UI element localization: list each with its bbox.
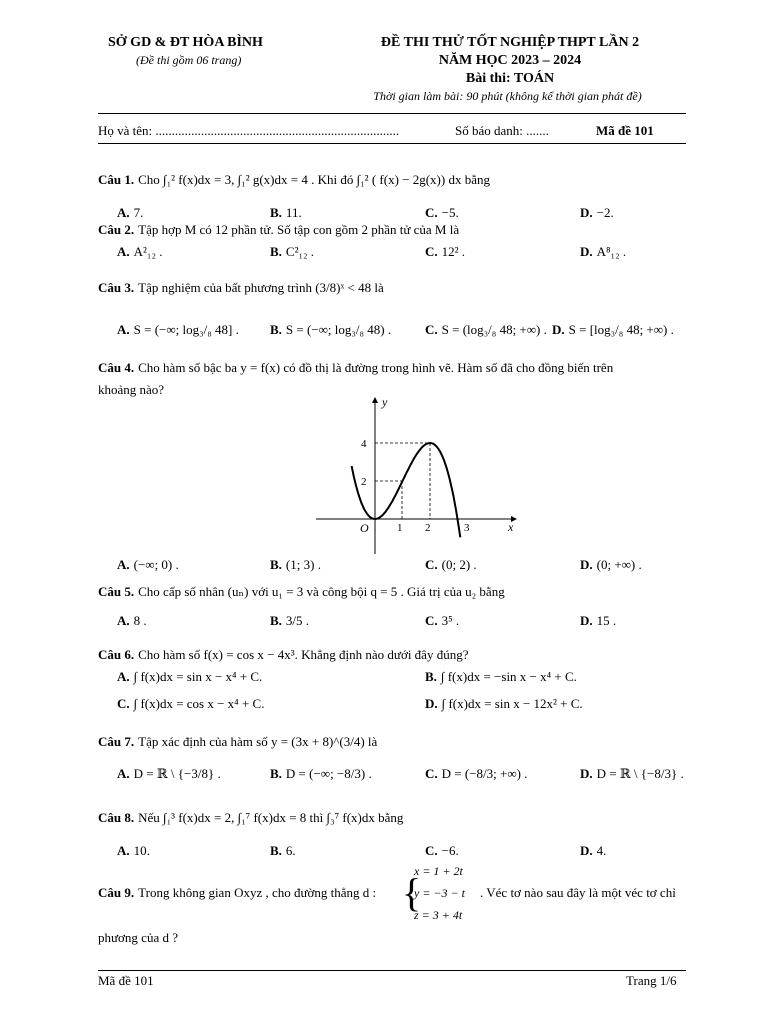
option-d: D. D = ℝ \ {−8/3} . [580, 766, 684, 781]
y-tick-4: 4 [361, 438, 367, 450]
system-line-1: x = 1 + 2t [414, 864, 463, 878]
question-text: Cho ∫₁² f(x)dx = 3, ∫₁² g(x)dx = 4 . Khi đó ∫₁² ( f(x) − 2g(x)) dx bằng [138, 172, 490, 187]
option-b: B. ∫ f(x)dx = −sin x − x⁴ + C. [425, 669, 577, 684]
exam-code: Mã đề 101 [596, 123, 654, 138]
option-b: B. D = (−∞; −8/3) . [270, 766, 372, 781]
pages-note: (Đề thi gồm 06 trang) [136, 53, 242, 67]
question-6: Câu 6. Cho hàm số f(x) = cos x − 4x³. Khẳng định nào dưới đây đúng? [98, 647, 469, 662]
option-c: C. D = (−8/3; +∞) . [425, 766, 528, 781]
option-c: C. 12² . [425, 244, 466, 259]
option-a: A. S = (−∞; log₃/₈ 48] . [117, 322, 239, 337]
question-9: Câu 9. Trong không gian Oxyz , cho đường thẳng d : [98, 885, 377, 900]
question-1 [98, 172, 490, 188]
question-4: Câu 4. Cho hàm số bậc ba y = f(x) có đồ thị là đường trong hình vẽ. Hàm số đã cho đồng biến trên [98, 360, 614, 375]
system-brace: { [402, 870, 422, 915]
option-c: C. ∫ f(x)dx = cos x − x⁴ + C. [117, 696, 265, 711]
y-axis-label: y [382, 395, 388, 409]
x-axis-label: x [508, 520, 514, 534]
option-c: C. (0; 2) . [425, 557, 477, 572]
footer-page-number: Trang 1/6 [626, 973, 677, 988]
question-3: Câu 3. Tập nghiệm của bất phương trình (3/8)ˣ < 48 là [98, 280, 384, 295]
question-label: Câu 1. [98, 172, 135, 187]
school-year: NĂM HỌC 2023 – 2024 [438, 53, 582, 68]
option-a: A. A²₁₂ . [117, 244, 163, 259]
option-a: A. 8 . [117, 613, 147, 628]
y-tick-2: 2 [361, 476, 367, 488]
question-4-continuation: khoảng nào? [98, 382, 165, 397]
option-d: D. 15 . [580, 613, 617, 628]
option-b: B. (1; 3) . [270, 557, 321, 572]
option-d: D. ∫ f(x)dx = sin x − 12x² + C. [425, 696, 583, 711]
department-name: SỞ GD & ĐT HÒA BÌNH [108, 35, 263, 50]
option-d: D. S = [log₃/₈ 48; +∞) . [552, 322, 674, 337]
system-line-3: z = 3 + 4t [414, 908, 463, 922]
x-tick-3: 3 [464, 522, 470, 534]
candidate-divider [98, 143, 686, 144]
candidate-name-field: Họ và tên: ........................................................................... [98, 123, 400, 138]
candidate-id-field: Số báo danh: ....... [455, 123, 549, 138]
system-line-2: y = −3 − t [414, 886, 465, 900]
option-a: A. 10. [117, 843, 150, 858]
option-b: B. C²₁₂ . [270, 244, 315, 259]
option-c: C. 3⁵ . [425, 613, 460, 628]
header-divider [98, 113, 686, 114]
question-2: Câu 2. Tập hợp M có 12 phần tử. Số tập con gồm 2 phần tử của M là [98, 222, 460, 237]
time-note: Thời gian làm bài: 90 phút (không kể thời gian phát đề) [373, 89, 642, 103]
question-9-continuation: . Véc tơ nào sau đây là một véc tơ chỉ [480, 885, 676, 900]
option-b: B. 11. [270, 205, 302, 220]
option-a: A. D = ℝ \ {−3/8} . [117, 766, 221, 781]
option-a: A. (−∞; 0) . [117, 557, 179, 572]
option-b: B. 3/5 . [270, 613, 310, 628]
option-c: C. −6. [425, 843, 459, 858]
option-d: D. 4. [580, 843, 607, 858]
question-9-line-2: phương của d ? [98, 930, 178, 945]
option-c: C. −5. [425, 205, 459, 220]
option-d: D. A⁸₁₂ . [580, 244, 627, 259]
footer-exam-code: Mã đề 101 [98, 973, 154, 988]
option-b: B. S = (−∞; log₃/₈ 48) . [270, 322, 392, 337]
option-b: B. 6. [270, 843, 296, 858]
option-c: C. S = (log₃/₈ 48; +∞) . [425, 322, 547, 337]
option-d: D. −2. [580, 205, 614, 220]
question-7: Câu 7. Tập xác định của hàm số y = (3x + 8)^(3/4) là [98, 734, 378, 749]
option-a: A. ∫ f(x)dx = sin x − x⁴ + C. [117, 669, 263, 684]
x-tick-2: 2 [425, 522, 431, 534]
x-tick-1: 1 [397, 522, 403, 534]
cubic-graph [310, 392, 530, 557]
option-d: D. (0; +∞) . [580, 557, 642, 572]
option-a: A. 7. [117, 205, 144, 220]
subject: Bài thi: TOÁN [465, 71, 555, 86]
question-5: Câu 5. Cho cấp số nhân (uₙ) với u₁ = 3 và công bội q = 5 . Giá trị của u₂ bằng [98, 584, 505, 599]
exam-title: ĐỀ THI THỬ TỐT NGHIỆP THPT LẦN 2 [380, 35, 640, 50]
question-8: Câu 8. Nếu ∫₁³ f(x)dx = 2, ∫₁⁷ f(x)dx = 8 thì ∫₃⁷ f(x)dx bằng [98, 810, 404, 825]
origin-label: O [360, 521, 369, 535]
footer-divider [98, 970, 686, 971]
